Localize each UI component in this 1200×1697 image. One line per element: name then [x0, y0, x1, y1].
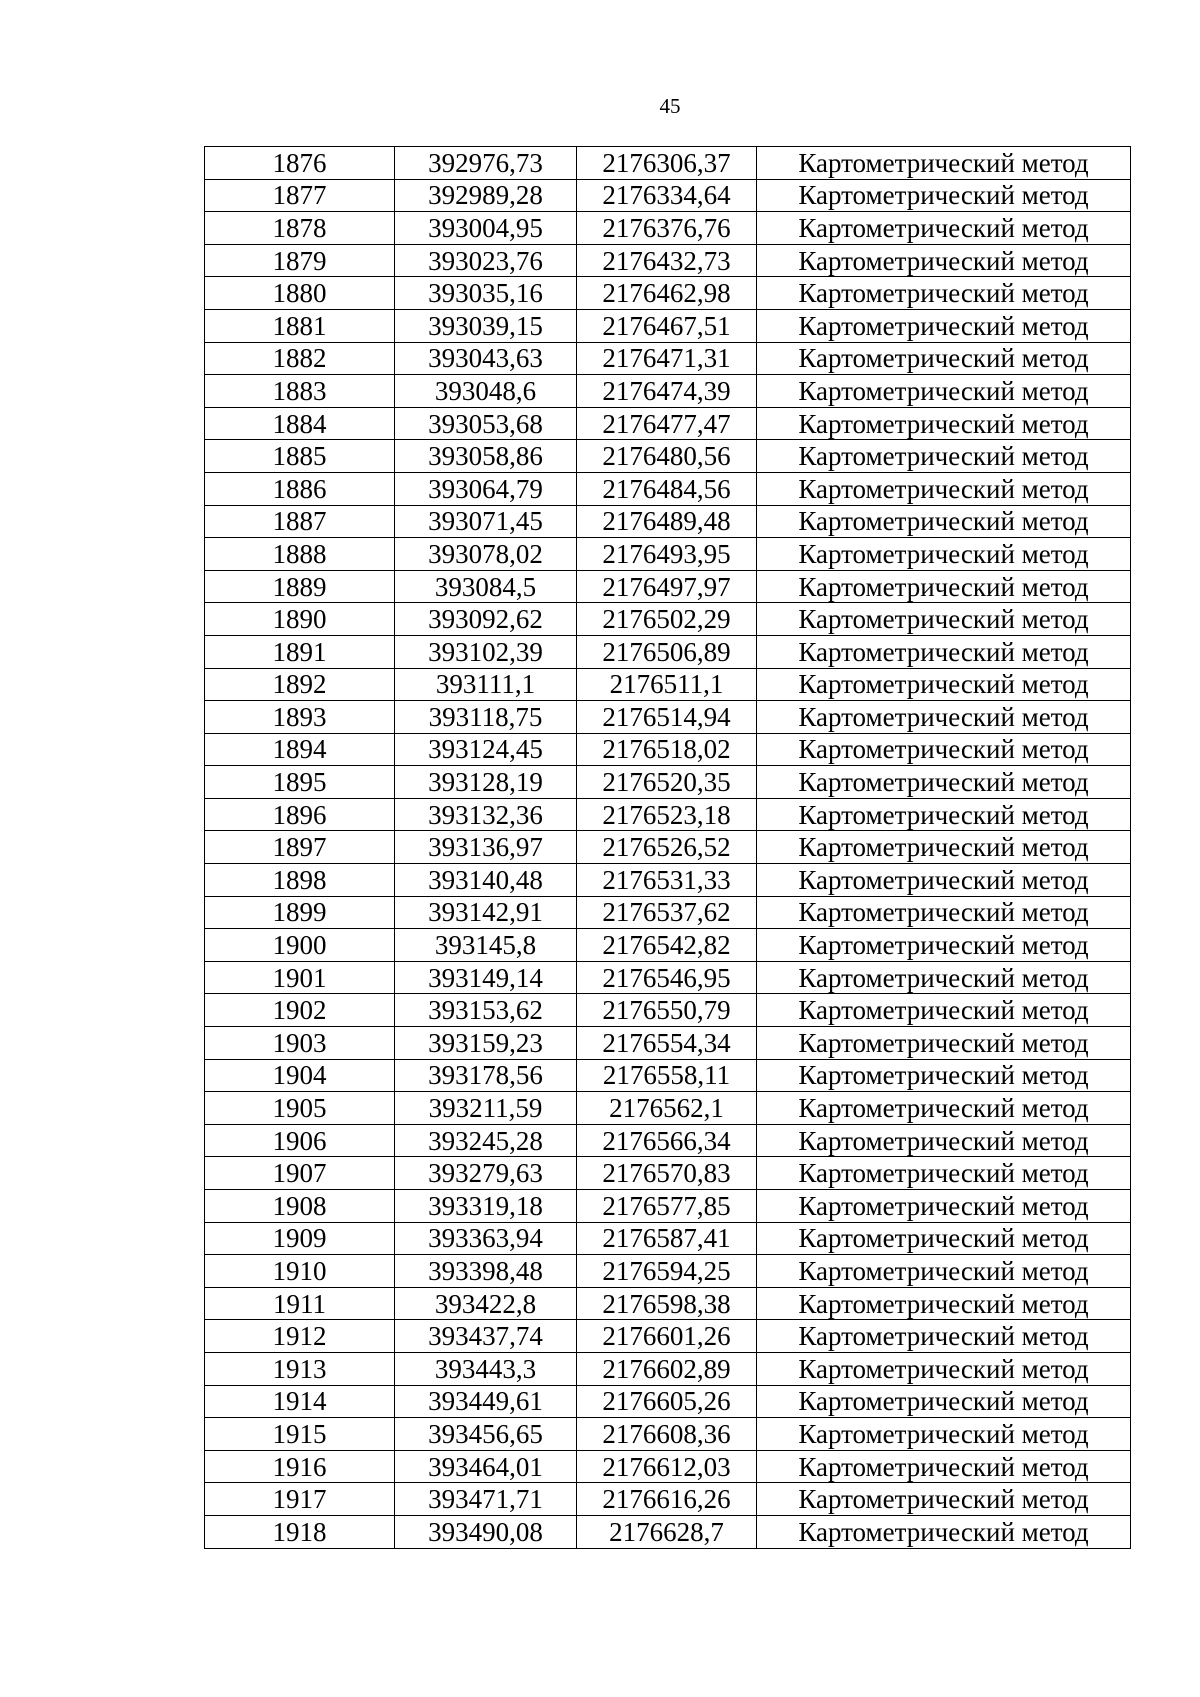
table-row: [205, 277, 1131, 310]
y-coordinate-cell: 2176537,62: [577, 896, 757, 929]
point-number-cell: 1890: [205, 603, 395, 636]
point-number-cell: 1916: [205, 1450, 395, 1483]
y-coordinate-cell: 2176477,47: [577, 407, 757, 440]
y-coordinate-cell: 2176514,94: [577, 701, 757, 734]
y-coordinate-cell: 2176484,56: [577, 472, 757, 505]
table-row: [205, 1222, 1131, 1255]
table-row: [205, 929, 1131, 962]
y-coordinate-cell: 2176480,56: [577, 440, 757, 473]
method-cell: Картометрический метод: [757, 1418, 1131, 1451]
point-number-cell: 1914: [205, 1385, 395, 1418]
table-row: [205, 147, 1131, 180]
y-coordinate-cell: 2176520,35: [577, 766, 757, 799]
x-coordinate-cell: 393078,02: [395, 538, 577, 571]
x-coordinate-cell: 393363,94: [395, 1222, 577, 1255]
table-row: [205, 342, 1131, 375]
method-cell: Картометрический метод: [757, 375, 1131, 408]
table-row: [205, 1320, 1131, 1353]
point-number-cell: 1883: [205, 375, 395, 408]
y-coordinate-cell: 2176506,89: [577, 635, 757, 668]
method-cell: Картометрический метод: [757, 668, 1131, 701]
x-coordinate-cell: 393071,45: [395, 505, 577, 538]
method-cell: Картометрический метод: [757, 407, 1131, 440]
x-coordinate-cell: 393111,1: [395, 668, 577, 701]
x-coordinate-cell: 393279,63: [395, 1157, 577, 1190]
method-cell: Картометрический метод: [757, 1515, 1131, 1548]
x-coordinate-cell: 393004,95: [395, 212, 577, 245]
x-coordinate-cell: 393058,86: [395, 440, 577, 473]
method-cell: Картометрический метод: [757, 179, 1131, 212]
x-coordinate-cell: 393159,23: [395, 1027, 577, 1060]
point-number-cell: 1903: [205, 1027, 395, 1060]
point-number-cell: 1913: [205, 1352, 395, 1385]
y-coordinate-cell: 2176526,52: [577, 831, 757, 864]
y-coordinate-cell: 2176554,34: [577, 1027, 757, 1060]
method-cell: Картометрический метод: [757, 1287, 1131, 1320]
point-number-cell: 1877: [205, 179, 395, 212]
x-coordinate-cell: 393102,39: [395, 635, 577, 668]
x-coordinate-cell: 393048,6: [395, 375, 577, 408]
method-cell: Картометрический метод: [757, 342, 1131, 375]
x-coordinate-cell: 393437,74: [395, 1320, 577, 1353]
point-number-cell: 1909: [205, 1222, 395, 1255]
method-cell: Картометрический метод: [757, 538, 1131, 571]
method-cell: Картометрический метод: [757, 1450, 1131, 1483]
point-number-cell: 1899: [205, 896, 395, 929]
table-row: [205, 864, 1131, 897]
method-cell: Картометрический метод: [757, 1385, 1131, 1418]
x-coordinate-cell: 393118,75: [395, 701, 577, 734]
point-number-cell: 1908: [205, 1190, 395, 1223]
table-row: [205, 179, 1131, 212]
x-coordinate-cell: 393464,01: [395, 1450, 577, 1483]
point-number-cell: 1891: [205, 635, 395, 668]
y-coordinate-cell: 2176474,39: [577, 375, 757, 408]
method-cell: Картометрический метод: [757, 896, 1131, 929]
point-number-cell: 1876: [205, 147, 395, 180]
point-number-cell: 1895: [205, 766, 395, 799]
point-number-cell: 1912: [205, 1320, 395, 1353]
y-coordinate-cell: 2176550,79: [577, 994, 757, 1027]
y-coordinate-cell: 2176601,26: [577, 1320, 757, 1353]
table-row: [205, 244, 1131, 277]
y-coordinate-cell: 2176502,29: [577, 603, 757, 636]
table-row: [205, 1027, 1131, 1060]
method-cell: Картометрический метод: [757, 701, 1131, 734]
x-coordinate-cell: 393443,3: [395, 1352, 577, 1385]
point-number-cell: 1905: [205, 1092, 395, 1125]
y-coordinate-cell: 2176531,33: [577, 864, 757, 897]
y-coordinate-cell: 2176605,26: [577, 1385, 757, 1418]
method-cell: Картометрический метод: [757, 1092, 1131, 1125]
point-number-cell: 1884: [205, 407, 395, 440]
point-number-cell: 1892: [205, 668, 395, 701]
table-row: [205, 472, 1131, 505]
method-cell: Картометрический метод: [757, 929, 1131, 962]
x-coordinate-cell: 393136,97: [395, 831, 577, 864]
table-row: [205, 440, 1131, 473]
method-cell: Картометрический метод: [757, 733, 1131, 766]
point-number-cell: 1910: [205, 1255, 395, 1288]
x-coordinate-cell: 393422,8: [395, 1287, 577, 1320]
method-cell: Картометрический метод: [757, 309, 1131, 342]
method-cell: Картометрический метод: [757, 570, 1131, 603]
table-row: [205, 798, 1131, 831]
x-coordinate-cell: 393035,16: [395, 277, 577, 310]
method-cell: Картометрический метод: [757, 635, 1131, 668]
y-coordinate-cell: 2176598,38: [577, 1287, 757, 1320]
coordinates-table-body: [205, 147, 1131, 1549]
point-number-cell: 1882: [205, 342, 395, 375]
point-number-cell: 1917: [205, 1483, 395, 1516]
y-coordinate-cell: 2176511,1: [577, 668, 757, 701]
method-cell: Картометрический метод: [757, 1483, 1131, 1516]
x-coordinate-cell: 393456,65: [395, 1418, 577, 1451]
y-coordinate-cell: 2176587,41: [577, 1222, 757, 1255]
x-coordinate-cell: 393245,28: [395, 1124, 577, 1157]
table-row: [205, 1287, 1131, 1320]
point-number-cell: 1894: [205, 733, 395, 766]
table-row: [205, 1515, 1131, 1548]
table-row: [205, 668, 1131, 701]
table-row: [205, 1157, 1131, 1190]
y-coordinate-cell: 2176577,85: [577, 1190, 757, 1223]
table-row: [205, 505, 1131, 538]
table-row: [205, 896, 1131, 929]
table-row: [205, 994, 1131, 1027]
method-cell: Картометрический метод: [757, 831, 1131, 864]
method-cell: Картометрический метод: [757, 994, 1131, 1027]
table-row: [205, 407, 1131, 440]
point-number-cell: 1878: [205, 212, 395, 245]
point-number-cell: 1911: [205, 1287, 395, 1320]
point-number-cell: 1880: [205, 277, 395, 310]
point-number-cell: 1886: [205, 472, 395, 505]
x-coordinate-cell: 393084,5: [395, 570, 577, 603]
method-cell: Картометрический метод: [757, 277, 1131, 310]
table-row: [205, 1059, 1131, 1092]
method-cell: Картометрический метод: [757, 440, 1131, 473]
x-coordinate-cell: 393053,68: [395, 407, 577, 440]
coordinates-table: [204, 146, 1131, 1549]
x-coordinate-cell: 393142,91: [395, 896, 577, 929]
y-coordinate-cell: 2176489,48: [577, 505, 757, 538]
point-number-cell: 1885: [205, 440, 395, 473]
x-coordinate-cell: 393319,18: [395, 1190, 577, 1223]
method-cell: Картометрический метод: [757, 1124, 1131, 1157]
y-coordinate-cell: 2176471,31: [577, 342, 757, 375]
method-cell: Картометрический метод: [757, 766, 1131, 799]
y-coordinate-cell: 2176306,37: [577, 147, 757, 180]
y-coordinate-cell: 2176546,95: [577, 961, 757, 994]
method-cell: Картометрический метод: [757, 798, 1131, 831]
point-number-cell: 1889: [205, 570, 395, 603]
x-coordinate-cell: 392989,28: [395, 179, 577, 212]
y-coordinate-cell: 2176432,73: [577, 244, 757, 277]
table-row: [205, 1255, 1131, 1288]
table-row: [205, 1352, 1131, 1385]
method-cell: Картометрический метод: [757, 1157, 1131, 1190]
x-coordinate-cell: 393149,14: [395, 961, 577, 994]
point-number-cell: 1904: [205, 1059, 395, 1092]
table-row: [205, 309, 1131, 342]
x-coordinate-cell: 393449,61: [395, 1385, 577, 1418]
table-row: [205, 1450, 1131, 1483]
x-coordinate-cell: 393153,62: [395, 994, 577, 1027]
method-cell: Картометрический метод: [757, 1320, 1131, 1353]
table-row: [205, 1190, 1131, 1223]
y-coordinate-cell: 2176616,26: [577, 1483, 757, 1516]
table-row: [205, 1385, 1131, 1418]
y-coordinate-cell: 2176518,02: [577, 733, 757, 766]
method-cell: Картометрический метод: [757, 1059, 1131, 1092]
x-coordinate-cell: 393124,45: [395, 733, 577, 766]
table-row: [205, 961, 1131, 994]
point-number-cell: 1915: [205, 1418, 395, 1451]
x-coordinate-cell: 393043,63: [395, 342, 577, 375]
method-cell: Картометрический метод: [757, 244, 1131, 277]
point-number-cell: 1896: [205, 798, 395, 831]
point-number-cell: 1902: [205, 994, 395, 1027]
x-coordinate-cell: 393471,71: [395, 1483, 577, 1516]
x-coordinate-cell: 393211,59: [395, 1092, 577, 1125]
point-number-cell: 1900: [205, 929, 395, 962]
table-row: [205, 570, 1131, 603]
method-cell: Картометрический метод: [757, 1027, 1131, 1060]
point-number-cell: 1887: [205, 505, 395, 538]
x-coordinate-cell: 393140,48: [395, 864, 577, 897]
point-number-cell: 1888: [205, 538, 395, 571]
x-coordinate-cell: 393064,79: [395, 472, 577, 505]
table-row: [205, 538, 1131, 571]
method-cell: Картометрический метод: [757, 1352, 1131, 1385]
y-coordinate-cell: 2176497,97: [577, 570, 757, 603]
y-coordinate-cell: 2176570,83: [577, 1157, 757, 1190]
table-row: [205, 1483, 1131, 1516]
y-coordinate-cell: 2176566,34: [577, 1124, 757, 1157]
x-coordinate-cell: 392976,73: [395, 147, 577, 180]
y-coordinate-cell: 2176558,11: [577, 1059, 757, 1092]
x-coordinate-cell: 393398,48: [395, 1255, 577, 1288]
table-row: [205, 212, 1131, 245]
y-coordinate-cell: 2176462,98: [577, 277, 757, 310]
method-cell: Картометрический метод: [757, 472, 1131, 505]
method-cell: Картометрический метод: [757, 603, 1131, 636]
x-coordinate-cell: 393132,36: [395, 798, 577, 831]
x-coordinate-cell: 393023,76: [395, 244, 577, 277]
point-number-cell: 1897: [205, 831, 395, 864]
y-coordinate-cell: 2176493,95: [577, 538, 757, 571]
table-row: [205, 701, 1131, 734]
y-coordinate-cell: 2176467,51: [577, 309, 757, 342]
x-coordinate-cell: 393145,8: [395, 929, 577, 962]
y-coordinate-cell: 2176594,25: [577, 1255, 757, 1288]
table-row: [205, 1418, 1131, 1451]
y-coordinate-cell: 2176334,64: [577, 179, 757, 212]
method-cell: Картометрический метод: [757, 505, 1131, 538]
table-row: [205, 375, 1131, 408]
point-number-cell: 1906: [205, 1124, 395, 1157]
y-coordinate-cell: 2176602,89: [577, 1352, 757, 1385]
x-coordinate-cell: 393039,15: [395, 309, 577, 342]
y-coordinate-cell: 2176608,36: [577, 1418, 757, 1451]
point-number-cell: 1893: [205, 701, 395, 734]
method-cell: Картометрический метод: [757, 1190, 1131, 1223]
method-cell: Картометрический метод: [757, 961, 1131, 994]
method-cell: Картометрический метод: [757, 864, 1131, 897]
x-coordinate-cell: 393178,56: [395, 1059, 577, 1092]
table-row: [205, 766, 1131, 799]
table-row: [205, 831, 1131, 864]
table-row: [205, 603, 1131, 636]
y-coordinate-cell: 2176523,18: [577, 798, 757, 831]
table-row: [205, 1092, 1131, 1125]
y-coordinate-cell: 2176376,76: [577, 212, 757, 245]
method-cell: Картометрический метод: [757, 147, 1131, 180]
point-number-cell: 1907: [205, 1157, 395, 1190]
y-coordinate-cell: 2176542,82: [577, 929, 757, 962]
page-number: 45: [659, 94, 681, 118]
method-cell: Картометрический метод: [757, 1222, 1131, 1255]
table-row: [205, 733, 1131, 766]
point-number-cell: 1918: [205, 1515, 395, 1548]
table-row: [205, 635, 1131, 668]
point-number-cell: 1898: [205, 864, 395, 897]
y-coordinate-cell: 2176612,03: [577, 1450, 757, 1483]
x-coordinate-cell: 393128,19: [395, 766, 577, 799]
point-number-cell: 1901: [205, 961, 395, 994]
point-number-cell: 1881: [205, 309, 395, 342]
table-row: [205, 1124, 1131, 1157]
y-coordinate-cell: 2176562,1: [577, 1092, 757, 1125]
x-coordinate-cell: 393092,62: [395, 603, 577, 636]
method-cell: Картометрический метод: [757, 1255, 1131, 1288]
point-number-cell: 1879: [205, 244, 395, 277]
x-coordinate-cell: 393490,08: [395, 1515, 577, 1548]
y-coordinate-cell: 2176628,7: [577, 1515, 757, 1548]
method-cell: Картометрический метод: [757, 212, 1131, 245]
